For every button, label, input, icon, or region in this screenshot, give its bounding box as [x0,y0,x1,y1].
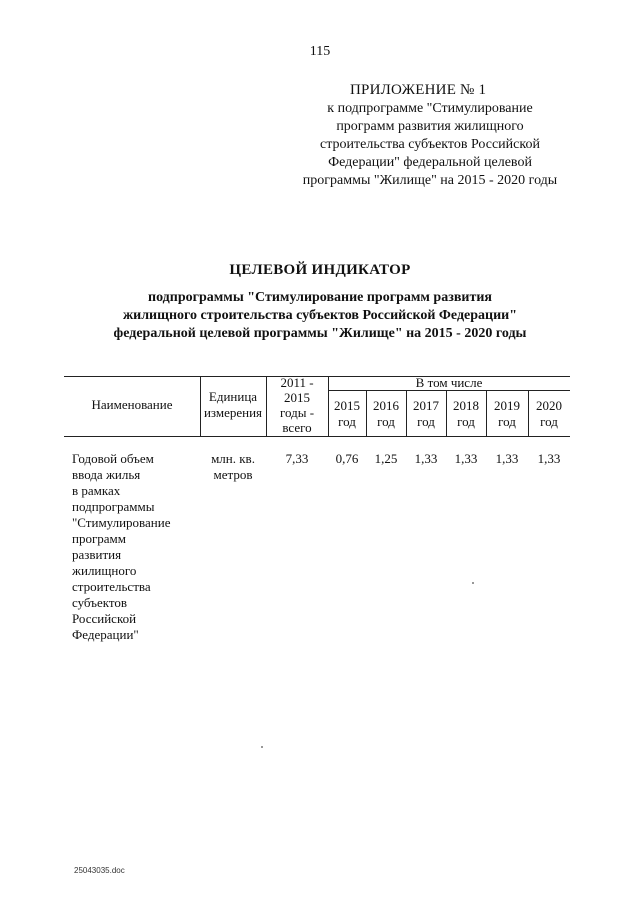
header-name: Наименование [91,397,173,412]
row-value-2017: 1,33 [414,451,438,466]
row-name-line: ввода жилья [72,467,141,482]
appendix-title: ПРИЛОЖЕНИЕ № 1 [350,82,487,98]
row-unit-line: млн. кв. [211,451,255,466]
header-total-line: годы - [279,405,315,420]
header-year-value: 2017 [413,398,439,413]
header-year-2017 [406,398,446,430]
row-name-line: субъектов [72,595,128,610]
header-total [266,375,328,435]
header-year-value: 2019 [494,398,520,413]
subtitle-line: подпрограммы "Стимулирование программ развития [148,290,492,305]
row-value-2016: 1,25 [374,451,398,466]
subtitle-line: жилищного строительства субъектов Российской Федерации" [122,308,518,323]
row-name [72,451,200,643]
header-year-value: 2016 [373,398,399,413]
row-name-line: развития [72,547,122,562]
header-including: В том числе [415,375,483,390]
subtitle-line: федеральной целевой программы "Жилище" на 2015 - 2020 годы [113,326,527,341]
row-value-2018: 1,33 [454,451,478,466]
header-year-label: год [540,414,558,429]
row-name-line: программ [72,531,127,546]
row-unit [200,451,266,483]
row-name-line: "Стимулирование [72,515,171,530]
scan-speck [472,582,474,584]
header-year-2019 [486,398,528,430]
header-year-value: 2015 [334,398,360,413]
header-total-line: всего [282,420,312,435]
page-number: 115 [309,44,331,59]
header-unit [200,389,266,421]
header-year-label: год [498,414,516,429]
header-total-line: 2011 - [280,375,314,390]
appendix-line: строительства субъектов Российской [320,137,540,152]
row-name-line: Федерации" [72,627,139,642]
header-year-2020 [528,398,570,430]
row-name-line: строительства [72,579,151,594]
row-value-2020: 1,33 [537,451,561,466]
header-year-label: год [457,414,475,429]
row-name-line: в рамках [72,483,121,498]
document-filename: 25043035.doc [74,866,125,875]
header-year-value: 2018 [453,398,479,413]
header-year-label: год [377,414,395,429]
row-value-2015: 0,76 [335,451,359,466]
row-value-2019: 1,33 [495,451,519,466]
scan-speck [261,746,263,748]
header-total-line: 2015 [284,390,310,405]
appendix-line: программ развития жилищного [336,119,524,134]
header-year-label: год [417,414,435,429]
appendix-line: программы "Жилище" на 2015 - 2020 годы [302,173,558,188]
header-unit-line: измерения [203,405,263,420]
row-total: 7,33 [285,451,309,466]
row-name-line: жилищного [72,563,137,578]
appendix-line: Федерации" федеральной целевой [328,155,532,170]
header-year-2018 [446,398,486,430]
header-year-label: год [338,414,356,429]
header-unit-line: Единица [208,389,258,404]
header-year-2016 [366,398,406,430]
header-bottom-rule [64,436,570,437]
row-name-line: Годовой объем [72,451,154,466]
appendix-line: к подпрограмме "Стимулирование [327,101,533,116]
row-unit-line: метров [213,467,253,482]
indicator-heading: ЦЕЛЕВОЙ ИНДИКАТОР [229,262,411,278]
header-year-value: 2020 [536,398,562,413]
header-year-2015 [328,398,366,430]
row-name-line: Российской [72,611,137,626]
row-name-line: подпрограммы [72,499,155,514]
